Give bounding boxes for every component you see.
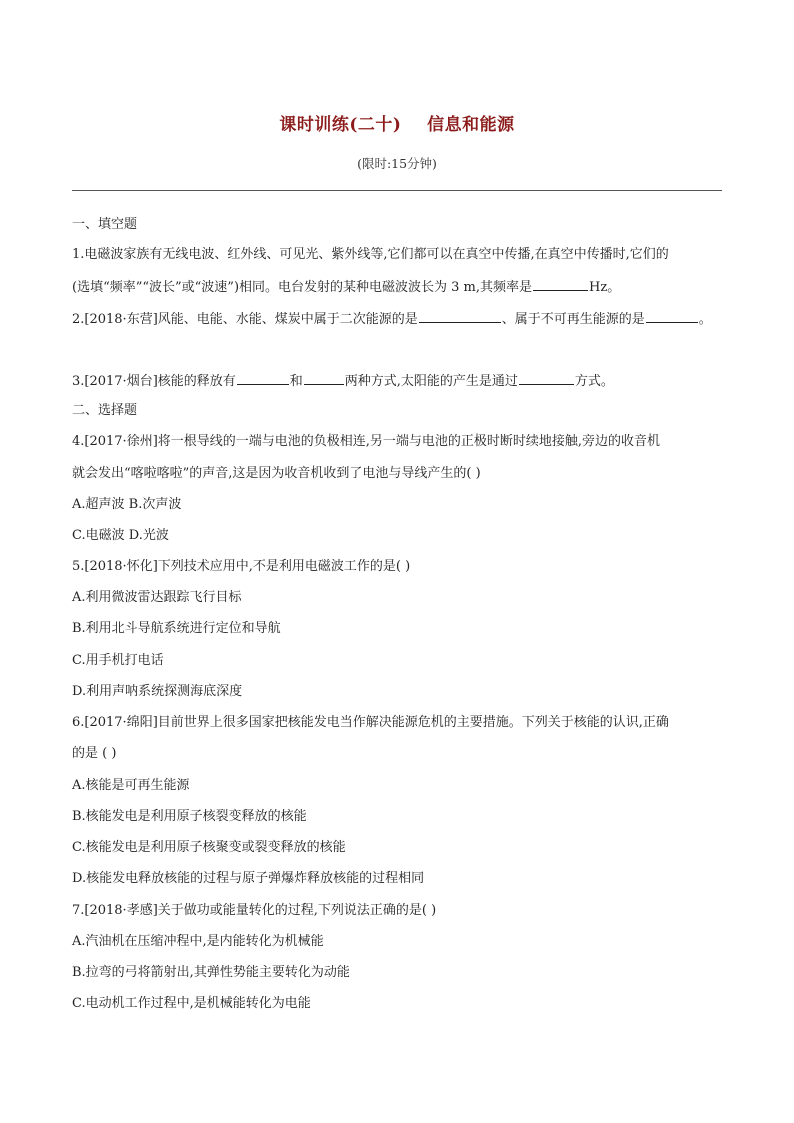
question-6-option-d[interactable]: D.核能发电释放核能的过程与原子弹爆炸释放核能的过程相同: [72, 871, 425, 886]
question-6-line-1: 6.[2017·绵阳]目前世界上很多国家把核能发电当作解决能源危机的主要措施。下列关于核能的认识,正确: [72, 715, 669, 730]
answer-blank-q2-2[interactable]: [646, 309, 698, 323]
question-6-line-2: 的是 ( ): [72, 746, 117, 761]
page-title: 课时训练(二十) 信息和能源: [279, 115, 515, 135]
question-6-option-b[interactable]: B.核能发电是利用原子核裂变释放的核能: [72, 809, 307, 824]
answer-blank-q3-2[interactable]: [304, 371, 344, 385]
question-2: [72, 309, 712, 329]
answer-blank-q3-3[interactable]: [519, 371, 574, 385]
question-7-stem: 7.[2018·孝感]关于做功或能量转化的过程,下列说法正确的是( ): [72, 903, 437, 918]
question-7-option-a[interactable]: A.汽油机在压缩冲程中,是内能转化为机械能: [72, 934, 324, 949]
question-4-options-cd[interactable]: C.电磁波 D.光波: [72, 528, 169, 543]
question-7-option-c[interactable]: C.电动机工作过程中,是机械能转化为电能: [72, 996, 311, 1011]
question-4-line-1: 4.[2017·徐州]将一根导线的一端与电池的负极相连,另一端与电池的正极时断时续地接触,旁边的收音机: [72, 434, 661, 449]
section-heading-fill-in: 一、填空题: [72, 217, 138, 232]
question-5-option-d[interactable]: D.利用声呐系统探测海底深度: [72, 684, 243, 699]
question-6-option-c[interactable]: C.核能发电是利用原子核聚变或裂变释放的核能: [72, 840, 346, 855]
time-limit: (限时:15分钟): [357, 156, 437, 171]
question-7-option-b[interactable]: B.拉弯的弓将箭射出,其弹性势能主要转化为动能: [72, 965, 350, 980]
question-2-text-a: 2.[2018·东营]风能、电能、水能、煤炭中属于二次能源的是: [72, 312, 418, 327]
question-3-text-d: 方式。: [574, 374, 614, 389]
section-heading-choice: 二、选择题: [72, 403, 138, 418]
header-divider: [72, 190, 722, 191]
answer-blank-q3-1[interactable]: [237, 371, 289, 385]
question-2-text-b: 、属于不可再生能源的是: [501, 312, 645, 327]
question-3-text-b: 和: [289, 374, 303, 389]
question-5-option-a[interactable]: A.利用微波雷达跟踪飞行目标: [72, 590, 242, 605]
question-1-text-b: Hz。: [589, 280, 621, 295]
question-5-option-c[interactable]: C.用手机打电话: [72, 653, 164, 668]
answer-blank-q2-1[interactable]: [419, 309, 501, 323]
question-3: [72, 371, 614, 391]
question-6-option-a[interactable]: A.核能是可再生能源: [72, 778, 190, 793]
answer-blank-q1[interactable]: [533, 277, 588, 291]
question-5-stem: 5.[2018·怀化]下列技术应用中,不是利用电磁波工作的是( ): [72, 559, 411, 574]
question-1-text-a: (选填“频率”“波长”或“波速”)相同。电台发射的某种电磁波波长为 3 m,其频率是: [72, 280, 533, 295]
question-3-text-a: 3.[2017·烟台]核能的释放有: [72, 374, 236, 389]
question-1-line-1: 1.电磁波家族有无线电波、红外线、可见光、紫外线等,它们都可以在真空中传播,在真空中传播时,它们的: [72, 247, 669, 262]
question-4-options-ab[interactable]: A.超声波 B.次声波: [72, 497, 182, 512]
question-1-line-2: [72, 277, 620, 297]
question-3-text-c: 两种方式,太阳能的产生是通过: [344, 374, 518, 389]
question-5-option-b[interactable]: B.利用北斗导航系统进行定位和导航: [72, 621, 281, 636]
question-2-text-c: 。: [698, 312, 712, 327]
question-4-line-2: 就会发出“喀啦喀啦”的声音,这是因为收音机收到了电池与导线产生的( ): [72, 466, 481, 481]
